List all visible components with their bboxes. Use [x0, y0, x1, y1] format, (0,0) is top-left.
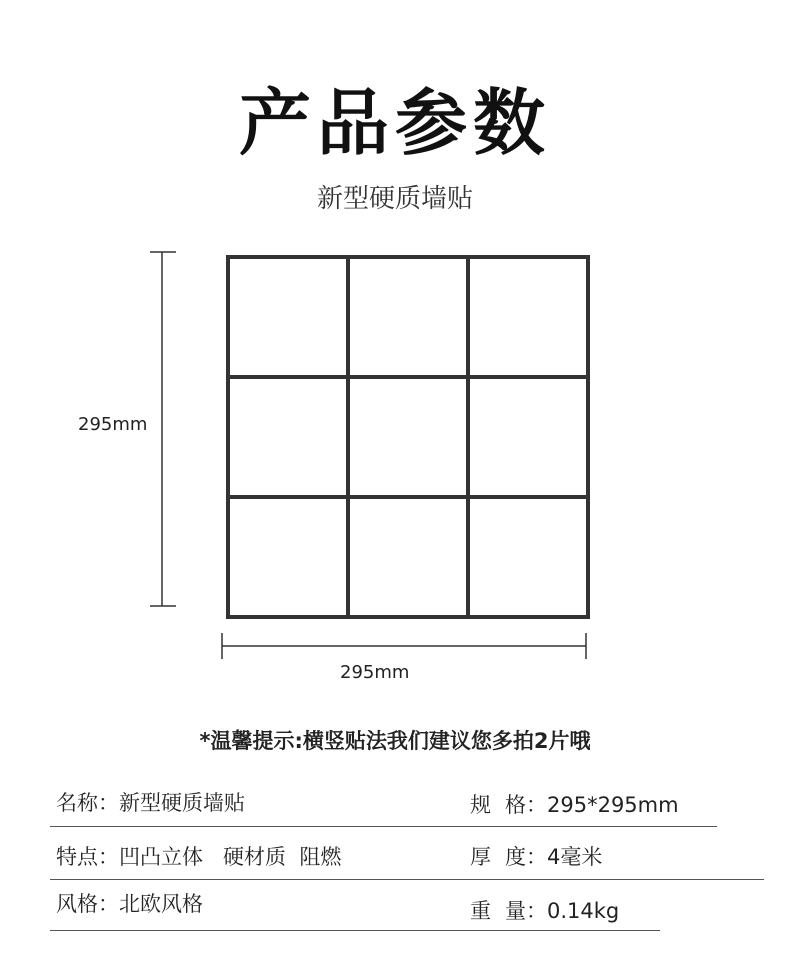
- spec-feature: [56, 842, 341, 872]
- spec-weight: [470, 896, 619, 926]
- spec-name: [56, 788, 245, 818]
- page-title: 产品参数: [238, 81, 551, 165]
- spec-name-value: 新型硬质墙贴: [119, 791, 245, 815]
- tip-notice: *温馨提示:横竖贴法我们建议您多拍2片哦: [199, 729, 591, 753]
- row-divider: [50, 930, 660, 931]
- spec-feature-value: 凹凸立体 硬材质 阻燃: [119, 845, 342, 869]
- row-divider: [50, 826, 717, 827]
- spec-thickness-label-a: 厚: [470, 845, 505, 869]
- spec-size-label-b: 格：: [505, 793, 547, 817]
- tile-grid: [228, 257, 588, 617]
- spec-thickness-label-b: 度：: [505, 845, 547, 869]
- product-subtitle: 新型硬质墙贴: [316, 184, 473, 214]
- height-label: 295mm: [78, 414, 148, 435]
- spec-weight-label-a: 重: [470, 899, 505, 923]
- spec-name-label: 名称：: [56, 791, 119, 815]
- height-dimension: [150, 252, 176, 606]
- spec-thickness-value: 4毫米: [547, 845, 603, 869]
- row-divider: [50, 879, 764, 880]
- spec-size: [470, 790, 679, 820]
- spec-size-value: 295*295mm: [547, 793, 679, 817]
- spec-weight-value: 0.14kg: [547, 899, 620, 923]
- spec-size-label-a: 规: [470, 793, 505, 817]
- spec-style-label: 风格：: [56, 892, 119, 916]
- spec-style-value: 北欧风格: [119, 892, 203, 916]
- spec-thickness: [470, 842, 602, 872]
- spec-weight-label-b: 量：: [505, 899, 547, 923]
- width-label: 295mm: [340, 662, 410, 683]
- spec-feature-label: 特点：: [56, 845, 119, 869]
- spec-style: [56, 889, 203, 919]
- width-dimension: [222, 633, 586, 659]
